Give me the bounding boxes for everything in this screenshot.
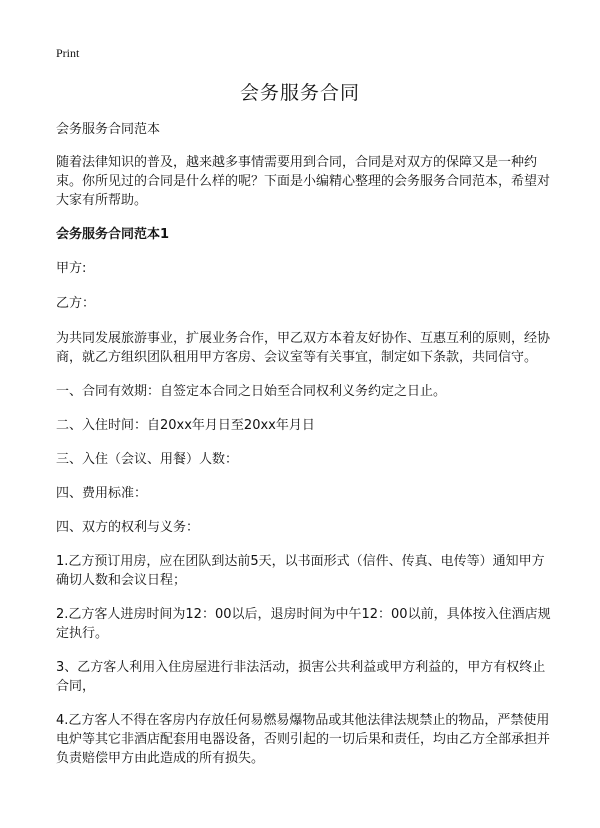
list-item-illegal-activity: 3、乙方客人利用入住房屋进行非法活动，损害公共利益或甲方利益的，甲方有权终止合同， bbox=[56, 660, 546, 694]
document-body bbox=[56, 120, 556, 783]
clause-checkin-time: 二、入住时间：自20xx年月日至20xx年月日 bbox=[56, 418, 315, 433]
list-item-prohibited-items: 4.乙方客人不得在客房内存放任何易燃易爆物品或其他法律法规禁止的物品，严禁使用电炉等其它非酒店配套用电器设备，否则引起的一切后果和责任，均由乙方全部承担并负责赔偿甲方由此造成的所有损失。 bbox=[56, 713, 551, 766]
clause-validity: 一、合同有效期：自签定本合同之日始至合同权利义务约定之日止。 bbox=[56, 384, 447, 399]
party-b-field: 乙方： bbox=[56, 296, 96, 311]
preamble-paragraph: 为共同发展旅游事业，扩展业务合作，甲乙双方本着友好协作、互惠互利的原则，经协商，就乙方组织团队租用甲方客房、会议室等有关事宜，制定如下条款，共同信守。 bbox=[56, 331, 551, 365]
list-item-checkin-checkout: 2.乙方客人进房时间为12：00以后，退房时间为中午12：00以前，具体按入住酒店规定执行。 bbox=[56, 607, 551, 641]
print-link[interactable]: Print bbox=[56, 46, 80, 60]
list-item-booking: 1.乙方预订用房，应在团队到达前5天，以书面形式（信件、传真、电传等）通知甲方确切人数和会议日程； bbox=[56, 554, 545, 588]
document-subtitle: 会务服务合同范本 bbox=[56, 122, 161, 137]
clause-headcount: 三、入住（会议、用餐）人数： bbox=[56, 452, 239, 467]
clause-rights-obligations: 四、双方的权利与义务： bbox=[56, 520, 200, 535]
clause-fee-standard: 四、费用标准： bbox=[56, 486, 148, 501]
intro-paragraph: 随着法律知识的普及，越来越多事情需要用到合同，合同是对双方的保障又是一种约束。你所见过的合同是什么样的呢？下面是小编精心整理的会务服务合同范本，希望对大家有所帮助。 bbox=[56, 155, 551, 208]
document-title: 会务服务合同 bbox=[239, 82, 360, 104]
party-a-field: 甲方: bbox=[56, 261, 87, 276]
section-heading: 会务服务合同范本1 bbox=[56, 227, 170, 242]
